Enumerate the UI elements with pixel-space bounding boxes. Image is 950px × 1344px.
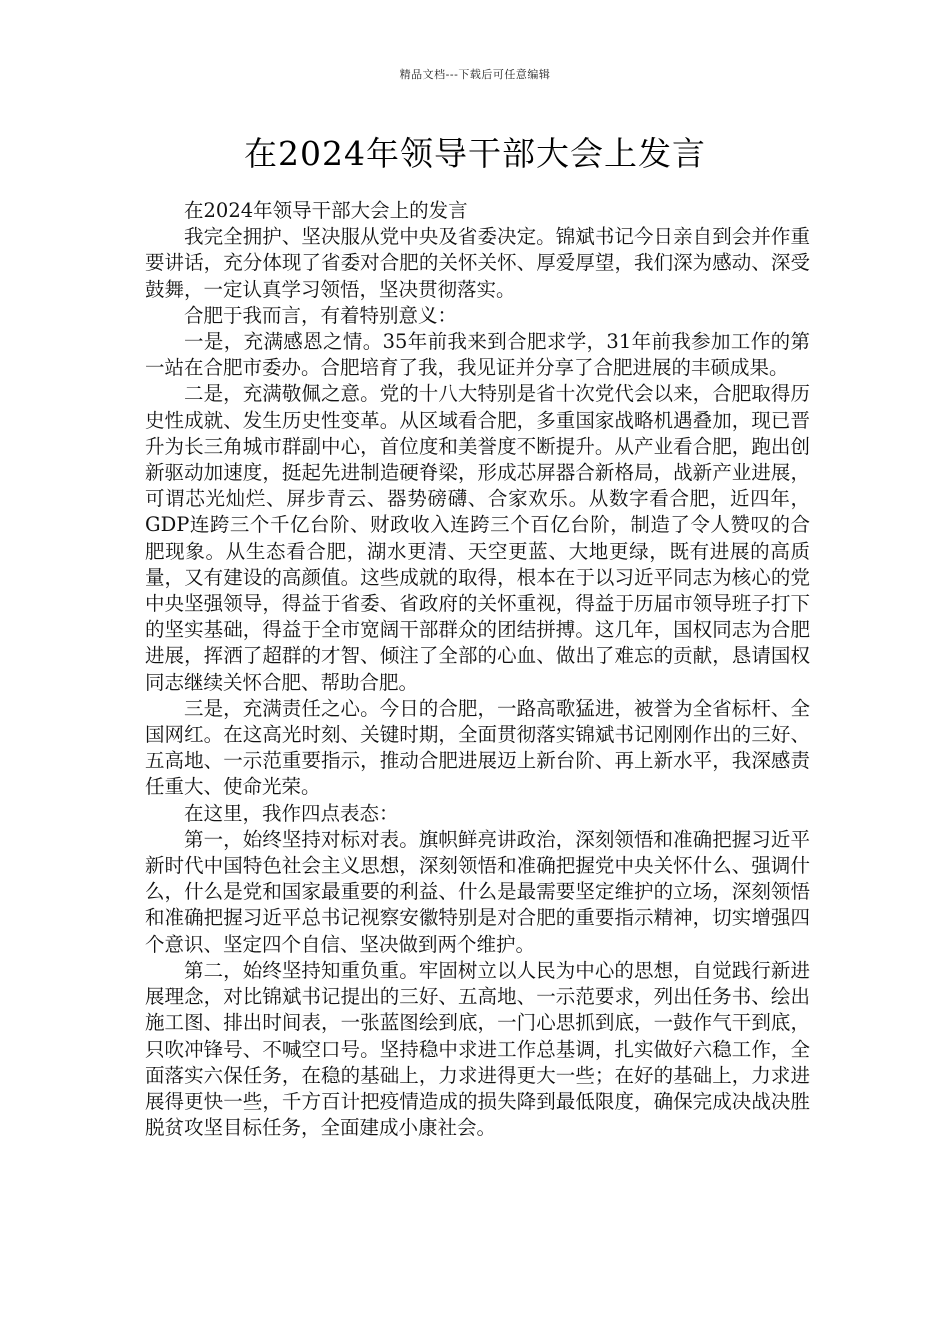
document-title: 在2024年领导干部大会上发言: [244, 134, 706, 173]
paragraph: 我完全拥护、坚决服从党中央及省委决定。锦斌书记今日亲自到会并作重要讲话，充分体现了省委对合肥的关怀关怀、厚爱厚望，我们深为感动、深受鼓舞，一定认真学习领悟，坚决贯彻落实。: [145, 225, 810, 301]
paragraph: 二是，充满敬佩之意。党的十八大特别是省十次党代会以来，合肥取得历史性成就、发生历史性变革。从区域看合肥，多重国家战略机遇叠加，现已晋升为长三角城市群副中心，首位度和美誉度不断提升。从产业看合肥，跑出创新驱动加速度，挺起先进制造硬脊梁，形成芯屏器合新格局，战新产业进展，可谓芯光灿烂、屏步青云、器势磅礴、合家欢乐。从数字看合肥，近四年，GDP连跨三个千亿台阶、财政收入连跨三个百亿台阶，制造了令人赞叹的合肥现象。从生态看合肥，湖水更清、天空更蓝、大地更绿，既有进展的高质量，又有建设的高颜值。这些成就的取得，根本在于以习近平同志为核心的党中央坚强领导，得益于省委、省政府的关怀重视，得益于历届市领导班子打下的坚实基础，得益于全市宽阔干部群众的团结拼搏。这几年，国权同志为合肥进展，挥洒了超群的才智、倾注了全部的心血、做出了难忘的贡献，恳请国权同志继续关怀合肥、帮助合肥。: [145, 382, 810, 694]
document-body: [145, 198, 810, 1141]
paragraph: 一是，充满感恩之情。35年前我来到合肥求学，31年前我参加工作的第一站在合肥市委办。合肥培育了我，我见证并分享了合肥进展的丰硕成果。: [145, 330, 810, 380]
paragraph: 三是，充满责任之心。今日的合肥，一路高歌猛进，被誉为全省标杆、全国网红。在这高光时刻、关键时期，全面贯彻落实锦斌书记刚刚作出的三好、五高地、一示范重要指示，推动合肥进展迈上新台阶、再上新水平，我深感责任重大、使命光荣。: [145, 696, 810, 799]
paragraph: 第一，始终坚持对标对表。旗帜鲜亮讲政治，深刻领悟和准确把握习近平新时代中国特色社会主义思想，深刻领悟和准确把握党中央关怀什么、强调什么，什么是党和国家最重要的利益、什么是最需要坚定维护的立场，深刻领悟和准确把握习近平总书记视察安徽特别是对合肥的重要指示精神，切实增强四个意识、坚定四个自信、坚决做到两个维护。: [145, 827, 810, 956]
paragraph: 在这里，我作四点表态：: [184, 801, 399, 825]
paragraph: 合肥于我而言，有着特别意义：: [184, 303, 458, 327]
paragraph: 第二，始终坚持知重负重。牢固树立以人民为中心的思想，自觉践行新进展理念，对比锦斌书记提出的三好、五高地、一示范要求，列出任务书、绘出施工图、排出时间表，一张蓝图绘到底，一门心思抓到底，一鼓作气干到底，只吹冲锋号、不喊空口号。坚持稳中求进工作总基调，扎实做好六稳工作，全面落实六保任务，在稳的基础上，力求进得更大一些；在好的基础上，力求进展得更快一些，千方百计把疫情造成的损失降到最低限度，确保完成决战决胜脱贫攻坚目标任务，全面建成小康社会。: [145, 958, 810, 1140]
paragraph-subtitle: 在2024年领导干部大会上的发言: [184, 199, 468, 222]
header-note: 精品文档---下载后可任意编辑: [399, 68, 551, 81]
